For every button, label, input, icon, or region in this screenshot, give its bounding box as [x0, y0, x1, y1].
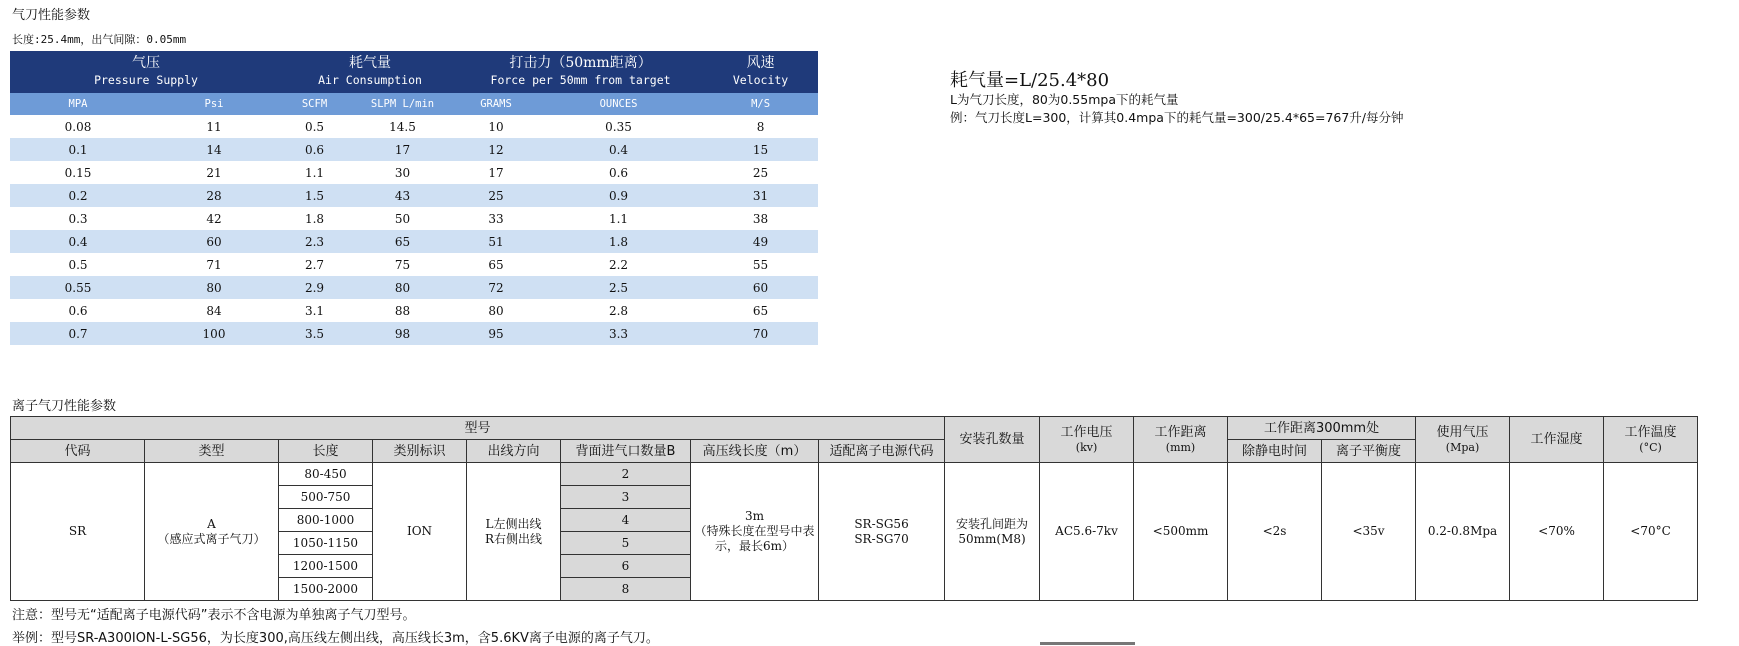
- table-cell: 38: [703, 207, 818, 230]
- header-category: 类别标识: [373, 440, 467, 463]
- table-cell: 0.3: [10, 207, 146, 230]
- table-cell: 25: [703, 161, 818, 184]
- table-row: [10, 161, 818, 184]
- table-cell: 3.5: [282, 322, 347, 345]
- table-cell: 60: [146, 230, 282, 253]
- table-cell: 100: [146, 322, 282, 345]
- cell-discharge: <2s: [1228, 463, 1322, 601]
- table-cell: 95: [458, 322, 534, 345]
- table-row: [10, 299, 818, 322]
- header-pressure: 气压 Pressure Supply: [10, 51, 282, 93]
- header-at-300mm: 工作距离300mm处: [1228, 417, 1416, 440]
- table-cell: 0.08: [10, 115, 146, 138]
- unit-header: SLPM L/min: [347, 93, 458, 115]
- unit-header: MPA: [10, 93, 146, 115]
- table-cell: 98: [347, 322, 458, 345]
- table-cell: 25: [458, 184, 534, 207]
- table-cell: 0.5: [10, 253, 146, 276]
- table-cell: 0.5: [282, 115, 347, 138]
- formula-example: 例：气刀长度L=300，计算其0.4mpa下的耗气量=300/25.4*65=767升/每分钟: [950, 110, 1404, 125]
- section1-subtitle: 长度:25.4mm，出气间隙：0.05mm: [12, 33, 187, 46]
- table-cell: 33: [458, 207, 534, 230]
- cell-length: 1500-2000: [279, 578, 373, 601]
- table-cell: 21: [146, 161, 282, 184]
- table-cell: 0.6: [10, 299, 146, 322]
- unit-header: M/S: [703, 93, 818, 115]
- table-cell: 17: [458, 161, 534, 184]
- cell-distance: <500mm: [1134, 463, 1228, 601]
- table-cell: 80: [146, 276, 282, 299]
- cell-inlets: 3: [561, 486, 691, 509]
- table-cell: 42: [146, 207, 282, 230]
- table-cell: 65: [703, 299, 818, 322]
- table-cell: 1.5: [282, 184, 347, 207]
- table-cell: 51: [458, 230, 534, 253]
- example-footer: 举例：型号SR-A300ION-L-SG56，为长度300,高压线左侧出线，高压线长3m，含5.6KV离子电源的离子气刀。: [12, 631, 659, 646]
- header-power-code: 适配离子电源代码: [819, 440, 945, 463]
- table-cell: 31: [703, 184, 818, 207]
- air-knife-performance-table: [10, 51, 818, 345]
- table-cell: 0.9: [534, 184, 703, 207]
- cell-humidity: <70%: [1510, 463, 1604, 601]
- table-cell: 43: [347, 184, 458, 207]
- cell-inlets: 6: [561, 555, 691, 578]
- cell-voltage: AC5.6-7kv: [1040, 463, 1134, 601]
- table-cell: 80: [458, 299, 534, 322]
- table-cell: 0.4: [10, 230, 146, 253]
- table-cell: 1.8: [534, 230, 703, 253]
- section1-title: 气刀性能参数: [12, 8, 91, 23]
- section2-title: 离子气刀性能参数: [12, 399, 117, 414]
- unit-header: Psi: [146, 93, 282, 115]
- header-voltage: 工作电压 (kv): [1040, 417, 1134, 463]
- table-cell: 14.5: [347, 115, 458, 138]
- header-pressure-use: 使用气压 (Mpa): [1416, 417, 1510, 463]
- table-cell: 65: [458, 253, 534, 276]
- table-row: [10, 276, 818, 299]
- table-cell: 2.3: [282, 230, 347, 253]
- table-cell: 14: [146, 138, 282, 161]
- unit-header: SCFM: [282, 93, 347, 115]
- table-cell: 0.6: [282, 138, 347, 161]
- ion-air-knife-table: [10, 416, 1698, 601]
- cell-type: A （感应式离子气刀）: [145, 463, 279, 601]
- cell-length: 80-450: [279, 463, 373, 486]
- unit-header: GRAMS: [458, 93, 534, 115]
- cell-power-code: SR-SG56 SR-SG70: [819, 463, 945, 601]
- table-cell: 0.35: [534, 115, 703, 138]
- table-cell: 15: [703, 138, 818, 161]
- header-inlets: 背面进气口数量B: [561, 440, 691, 463]
- header-temperature: 工作温度 (°C): [1604, 417, 1698, 463]
- formula-note: L为气刀长度，80为0.55mpa下的耗气量: [950, 92, 1179, 107]
- table-cell: 60: [703, 276, 818, 299]
- table-cell: 1.8: [282, 207, 347, 230]
- cell-inlets: 2: [561, 463, 691, 486]
- cell-length: 800-1000: [279, 509, 373, 532]
- table-cell: 30: [347, 161, 458, 184]
- table-cell: 10: [458, 115, 534, 138]
- table-row: [10, 207, 818, 230]
- table-cell: 84: [146, 299, 282, 322]
- table-cell: 2.9: [282, 276, 347, 299]
- consumption-formula: 耗气量=L/25.4*80: [950, 70, 1110, 91]
- table-row: [10, 253, 818, 276]
- table-cell: 3.1: [282, 299, 347, 322]
- cell-inlets: 5: [561, 532, 691, 555]
- cell-length: 1200-1500: [279, 555, 373, 578]
- header-velocity: 风速 Velocity: [703, 51, 818, 93]
- table-cell: 0.55: [10, 276, 146, 299]
- cell-mount: 安装孔间距为50mm(M8): [945, 463, 1040, 601]
- table-row: [10, 230, 818, 253]
- table-row: [10, 138, 818, 161]
- table-cell: 28: [146, 184, 282, 207]
- table-cell: 49: [703, 230, 818, 253]
- cell-length: 1050-1150: [279, 532, 373, 555]
- table-cell: 1.1: [534, 207, 703, 230]
- table-cell: 11: [146, 115, 282, 138]
- header-distance: 工作距离 (mm): [1134, 417, 1228, 463]
- table-cell: 0.7: [10, 322, 146, 345]
- unit-header: OUNCES: [534, 93, 703, 115]
- table-row: [10, 115, 818, 138]
- table-cell: 2.7: [282, 253, 347, 276]
- table-cell: 3.3: [534, 322, 703, 345]
- header-mount-holes: 安装孔数量: [945, 417, 1040, 463]
- header-discharge-time: 除静电时间: [1228, 440, 1322, 463]
- cell-inlets: 4: [561, 509, 691, 532]
- note-footer: 注意：型号无“适配离子电源代码”表示不含电源为单独离子气刀型号。: [12, 608, 416, 623]
- table-row: [10, 322, 818, 345]
- table-cell: 2.5: [534, 276, 703, 299]
- cell-code: SR: [11, 463, 145, 601]
- header-outlet: 出线方向: [467, 440, 561, 463]
- header-balance: 离子平衡度: [1322, 440, 1416, 463]
- header-model-group: 型号: [11, 417, 945, 440]
- cell-hv-length: 3m （特殊长度在型号中表示，最长6m）: [691, 463, 819, 601]
- cell-category: ION: [373, 463, 467, 601]
- header-humidity: 工作湿度: [1510, 417, 1604, 463]
- cell-length: 500-750: [279, 486, 373, 509]
- header-code: 代码: [11, 440, 145, 463]
- table-row: [10, 184, 818, 207]
- header-air-consumption: 耗气量 Air Consumption: [282, 51, 458, 93]
- table-cell: 2.8: [534, 299, 703, 322]
- table-cell: 55: [703, 253, 818, 276]
- header-hv-length: 高压线长度（m）: [691, 440, 819, 463]
- cell-temperature: <70°C: [1604, 463, 1698, 601]
- table-cell: 50: [347, 207, 458, 230]
- table-cell: 72: [458, 276, 534, 299]
- table-cell: 0.6: [534, 161, 703, 184]
- cell-inlets: 8: [561, 578, 691, 601]
- table-cell: 71: [146, 253, 282, 276]
- table-cell: 12: [458, 138, 534, 161]
- table-cell: 17: [347, 138, 458, 161]
- cell-outlet: L左侧出线 R右侧出线: [467, 463, 561, 601]
- table-cell: 0.15: [10, 161, 146, 184]
- table-cell: 80: [347, 276, 458, 299]
- table-cell: 88: [347, 299, 458, 322]
- cell-pressure: 0.2-0.8Mpa: [1416, 463, 1510, 601]
- header-force: 打击力（50mm距离） Force per 50mm from target: [458, 51, 703, 93]
- cell-balance: <35v: [1322, 463, 1416, 601]
- table-cell: 0.2: [10, 184, 146, 207]
- table-cell: 0.4: [534, 138, 703, 161]
- table-cell: 65: [347, 230, 458, 253]
- table-cell: 0.1: [10, 138, 146, 161]
- header-type: 类型: [145, 440, 279, 463]
- table-cell: 70: [703, 322, 818, 345]
- table-cell: 8: [703, 115, 818, 138]
- table-cell: 75: [347, 253, 458, 276]
- header-length: 长度: [279, 440, 373, 463]
- table-cell: 2.2: [534, 253, 703, 276]
- table-cell: 1.1: [282, 161, 347, 184]
